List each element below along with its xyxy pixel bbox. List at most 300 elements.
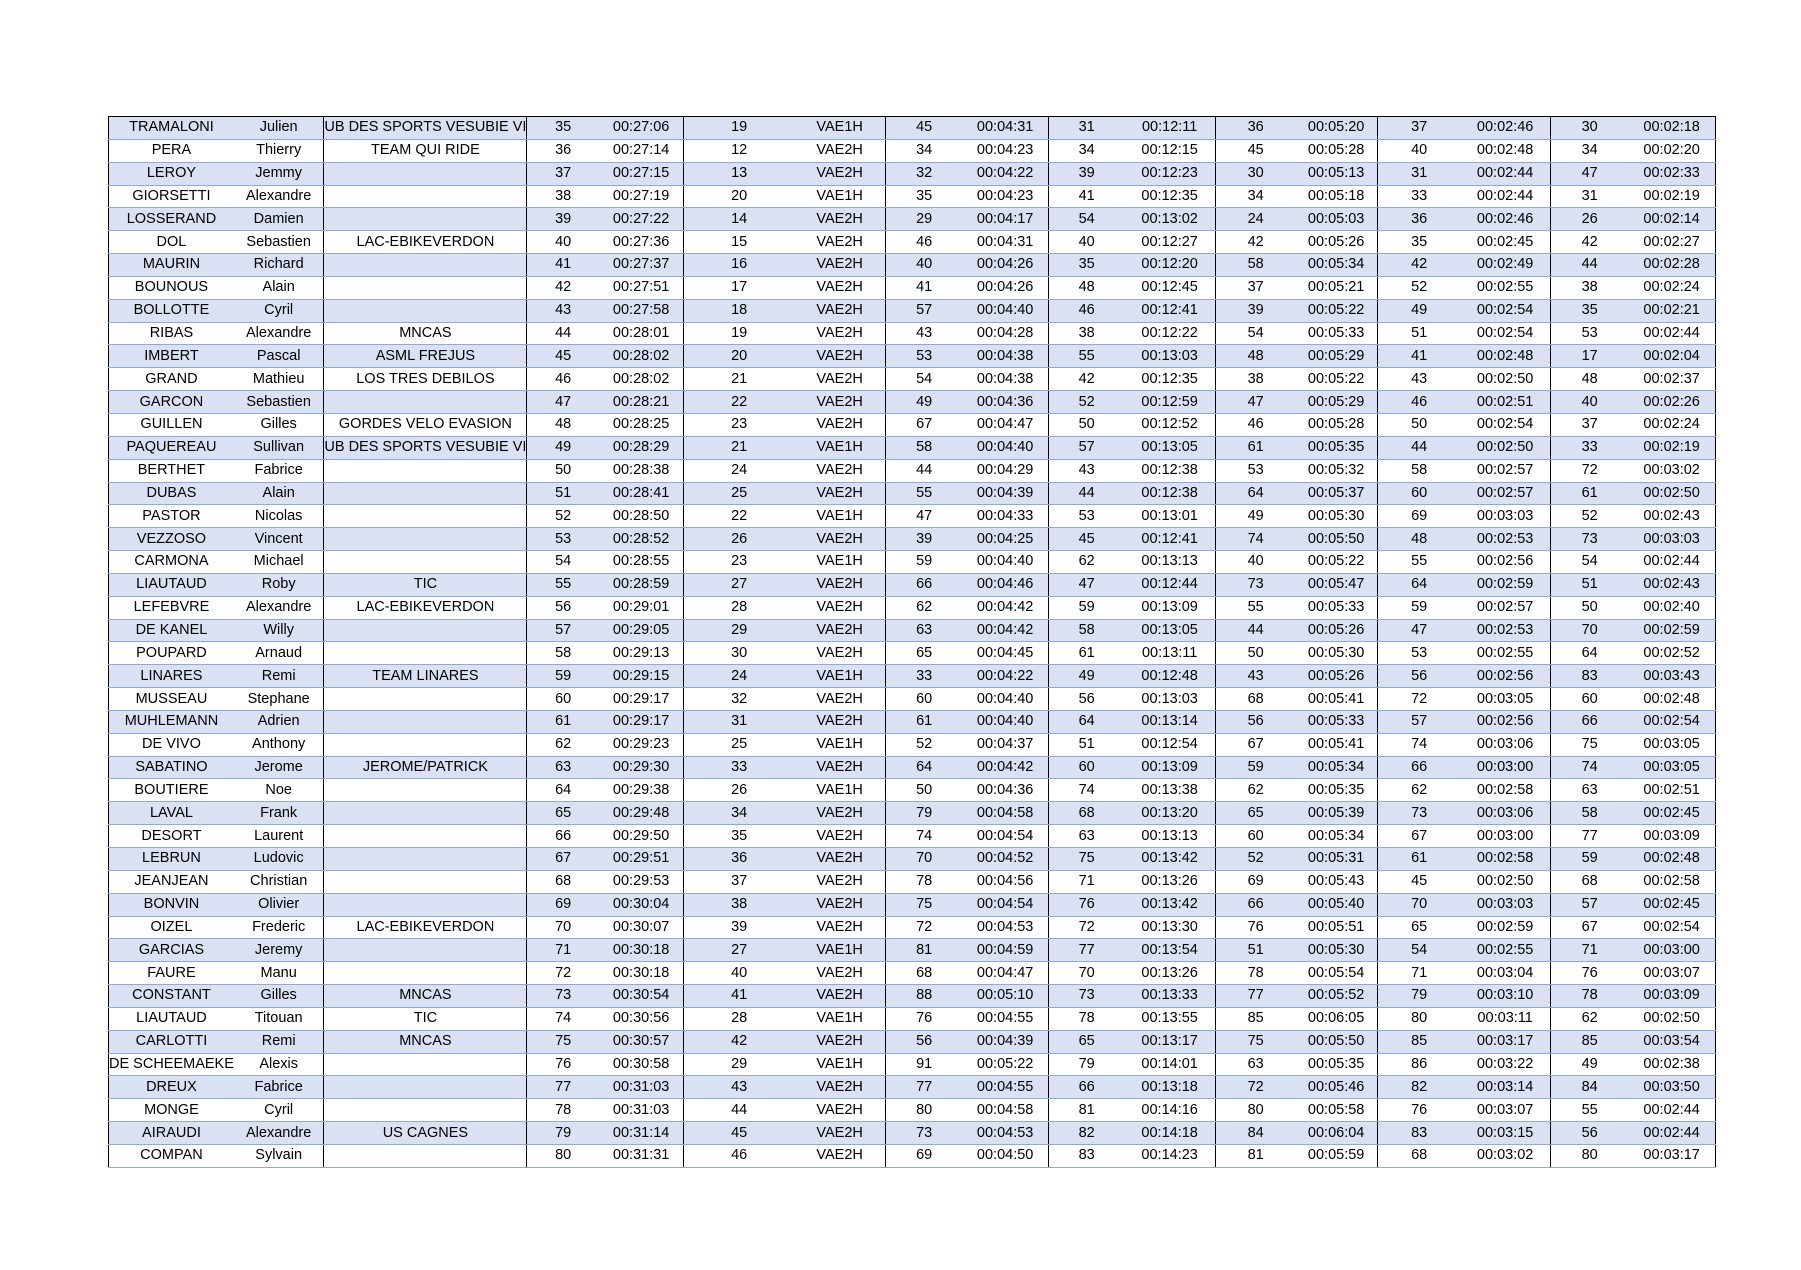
category-cell: VAE2H bbox=[794, 528, 886, 551]
first-name-cell: Jerome bbox=[234, 756, 324, 779]
club-cell bbox=[324, 1099, 527, 1122]
first-name-cell: Christian bbox=[234, 870, 324, 893]
category-cell: VAE2H bbox=[794, 573, 886, 596]
category-cell: VAE2H bbox=[794, 459, 886, 482]
last-name-cell: DE VIVO bbox=[109, 733, 234, 756]
last-name-cell: BOUTIERE bbox=[109, 779, 234, 802]
stage3-rank-cell: 80 bbox=[1216, 1099, 1295, 1122]
category-rank-cell: 33 bbox=[684, 756, 794, 779]
table-row bbox=[109, 413, 1716, 436]
stage5-time-cell: 00:02:20 bbox=[1628, 139, 1716, 162]
category-cell: VAE2H bbox=[794, 299, 886, 322]
first-name-cell: Alain bbox=[234, 482, 324, 505]
overall-time-cell: 00:31:31 bbox=[599, 1144, 684, 1167]
stage2-time-cell: 00:13:20 bbox=[1124, 802, 1216, 825]
stage5-time-cell: 00:03:07 bbox=[1628, 962, 1716, 985]
stage2-time-cell: 00:13:54 bbox=[1124, 939, 1216, 962]
stage1-time-cell: 00:04:28 bbox=[962, 322, 1049, 345]
stage2-time-cell: 00:12:11 bbox=[1124, 117, 1216, 140]
stage5-rank-cell: 73 bbox=[1551, 528, 1628, 551]
category-cell: VAE2H bbox=[794, 368, 886, 391]
stage4-rank-cell: 62 bbox=[1378, 779, 1460, 802]
stage3-time-cell: 00:05:32 bbox=[1295, 459, 1378, 482]
overall-rank-cell: 74 bbox=[527, 1007, 599, 1030]
stage4-rank-cell: 68 bbox=[1378, 1144, 1460, 1167]
last-name-cell: MUHLEMANN bbox=[109, 710, 234, 733]
stage4-rank-cell: 64 bbox=[1378, 573, 1460, 596]
table-row bbox=[109, 482, 1716, 505]
category-cell: VAE2H bbox=[794, 848, 886, 871]
stage1-time-cell: 00:04:31 bbox=[962, 117, 1049, 140]
overall-rank-cell: 56 bbox=[527, 596, 599, 619]
table-row bbox=[109, 802, 1716, 825]
stage5-rank-cell: 77 bbox=[1551, 825, 1628, 848]
stage3-time-cell: 00:05:34 bbox=[1295, 825, 1378, 848]
club-cell bbox=[324, 254, 527, 277]
results-table bbox=[108, 116, 1716, 1168]
overall-rank-cell: 41 bbox=[527, 254, 599, 277]
stage5-rank-cell: 51 bbox=[1551, 573, 1628, 596]
overall-rank-cell: 40 bbox=[527, 231, 599, 254]
stage5-rank-cell: 60 bbox=[1551, 688, 1628, 711]
stage5-rank-cell: 35 bbox=[1551, 299, 1628, 322]
overall-rank-cell: 67 bbox=[527, 848, 599, 871]
stage3-rank-cell: 68 bbox=[1216, 688, 1295, 711]
category-cell: VAE2H bbox=[794, 162, 886, 185]
stage4-time-cell: 00:02:56 bbox=[1460, 551, 1551, 574]
stage3-rank-cell: 37 bbox=[1216, 276, 1295, 299]
stage5-time-cell: 00:02:27 bbox=[1628, 231, 1716, 254]
overall-time-cell: 00:29:30 bbox=[599, 756, 684, 779]
overall-rank-cell: 60 bbox=[527, 688, 599, 711]
overall-time-cell: 00:29:01 bbox=[599, 596, 684, 619]
category-cell: VAE1H bbox=[794, 733, 886, 756]
last-name-cell: PASTOR bbox=[109, 505, 234, 528]
table-row bbox=[109, 573, 1716, 596]
last-name-cell: LIAUTAUD bbox=[109, 1007, 234, 1030]
stage2-time-cell: 00:14:01 bbox=[1124, 1053, 1216, 1076]
category-cell: VAE2H bbox=[794, 1076, 886, 1099]
stage3-time-cell: 00:05:03 bbox=[1295, 208, 1378, 231]
stage2-rank-cell: 31 bbox=[1049, 117, 1124, 140]
stage3-rank-cell: 55 bbox=[1216, 596, 1295, 619]
stage2-time-cell: 00:12:35 bbox=[1124, 368, 1216, 391]
overall-rank-cell: 43 bbox=[527, 299, 599, 322]
stage4-time-cell: 00:02:46 bbox=[1460, 117, 1551, 140]
stage3-time-cell: 00:05:46 bbox=[1295, 1076, 1378, 1099]
stage4-time-cell: 00:03:11 bbox=[1460, 1007, 1551, 1030]
stage2-rank-cell: 70 bbox=[1049, 962, 1124, 985]
stage2-time-cell: 00:13:03 bbox=[1124, 345, 1216, 368]
club-cell bbox=[324, 482, 527, 505]
stage3-rank-cell: 42 bbox=[1216, 231, 1295, 254]
stage5-rank-cell: 31 bbox=[1551, 185, 1628, 208]
overall-rank-cell: 68 bbox=[527, 870, 599, 893]
stage1-time-cell: 00:04:54 bbox=[962, 893, 1049, 916]
stage1-rank-cell: 41 bbox=[886, 276, 962, 299]
stage3-rank-cell: 51 bbox=[1216, 939, 1295, 962]
stage3-rank-cell: 38 bbox=[1216, 368, 1295, 391]
stage3-rank-cell: 72 bbox=[1216, 1076, 1295, 1099]
stage1-rank-cell: 59 bbox=[886, 551, 962, 574]
category-cell: VAE2H bbox=[794, 893, 886, 916]
stage2-rank-cell: 75 bbox=[1049, 848, 1124, 871]
first-name-cell: Alexandre bbox=[234, 185, 324, 208]
stage5-time-cell: 00:02:33 bbox=[1628, 162, 1716, 185]
stage1-time-cell: 00:04:42 bbox=[962, 596, 1049, 619]
stage2-rank-cell: 73 bbox=[1049, 985, 1124, 1008]
overall-time-cell: 00:27:37 bbox=[599, 254, 684, 277]
club-cell bbox=[324, 939, 527, 962]
overall-time-cell: 00:31:03 bbox=[599, 1076, 684, 1099]
first-name-cell: Willy bbox=[234, 619, 324, 642]
stage5-rank-cell: 50 bbox=[1551, 596, 1628, 619]
category-cell: VAE1H bbox=[794, 117, 886, 140]
category-cell: VAE2H bbox=[794, 619, 886, 642]
table-row bbox=[109, 139, 1716, 162]
stage1-time-cell: 00:04:55 bbox=[962, 1076, 1049, 1099]
table-row bbox=[109, 596, 1716, 619]
table-row bbox=[109, 1144, 1716, 1167]
club-cell bbox=[324, 893, 527, 916]
stage5-rank-cell: 54 bbox=[1551, 551, 1628, 574]
stage5-rank-cell: 85 bbox=[1551, 1030, 1628, 1053]
category-rank-cell: 27 bbox=[684, 939, 794, 962]
stage3-rank-cell: 77 bbox=[1216, 985, 1295, 1008]
overall-rank-cell: 57 bbox=[527, 619, 599, 642]
stage4-rank-cell: 65 bbox=[1378, 916, 1460, 939]
overall-time-cell: 00:27:51 bbox=[599, 276, 684, 299]
stage4-rank-cell: 56 bbox=[1378, 665, 1460, 688]
category-rank-cell: 17 bbox=[684, 276, 794, 299]
overall-rank-cell: 53 bbox=[527, 528, 599, 551]
stage1-time-cell: 00:04:38 bbox=[962, 368, 1049, 391]
stage4-rank-cell: 45 bbox=[1378, 870, 1460, 893]
overall-time-cell: 00:27:58 bbox=[599, 299, 684, 322]
overall-rank-cell: 45 bbox=[527, 345, 599, 368]
stage4-time-cell: 00:03:03 bbox=[1460, 893, 1551, 916]
overall-time-cell: 00:30:57 bbox=[599, 1030, 684, 1053]
stage2-time-cell: 00:12:20 bbox=[1124, 254, 1216, 277]
stage1-time-cell: 00:04:50 bbox=[962, 1144, 1049, 1167]
stage3-time-cell: 00:05:52 bbox=[1295, 985, 1378, 1008]
stage2-rank-cell: 51 bbox=[1049, 733, 1124, 756]
category-rank-cell: 21 bbox=[684, 436, 794, 459]
table-row bbox=[109, 1053, 1716, 1076]
stage3-rank-cell: 64 bbox=[1216, 482, 1295, 505]
stage2-rank-cell: 35 bbox=[1049, 254, 1124, 277]
last-name-cell: MONGE bbox=[109, 1099, 234, 1122]
overall-rank-cell: 42 bbox=[527, 276, 599, 299]
last-name-cell: LEFEBVRE bbox=[109, 596, 234, 619]
overall-rank-cell: 71 bbox=[527, 939, 599, 962]
first-name-cell: Alexandre bbox=[234, 322, 324, 345]
category-cell: VAE2H bbox=[794, 1144, 886, 1167]
first-name-cell: Fabrice bbox=[234, 459, 324, 482]
stage1-time-cell: 00:05:22 bbox=[962, 1053, 1049, 1076]
stage5-time-cell: 00:02:48 bbox=[1628, 848, 1716, 871]
stage3-time-cell: 00:05:35 bbox=[1295, 436, 1378, 459]
club-cell bbox=[324, 299, 527, 322]
last-name-cell: PERA bbox=[109, 139, 234, 162]
stage4-time-cell: 00:03:07 bbox=[1460, 1099, 1551, 1122]
stage2-rank-cell: 48 bbox=[1049, 276, 1124, 299]
stage3-rank-cell: 60 bbox=[1216, 825, 1295, 848]
overall-time-cell: 00:28:25 bbox=[599, 413, 684, 436]
overall-time-cell: 00:29:15 bbox=[599, 665, 684, 688]
stage2-time-cell: 00:12:52 bbox=[1124, 413, 1216, 436]
first-name-cell: Cyril bbox=[234, 299, 324, 322]
last-name-cell: SABATINO bbox=[109, 756, 234, 779]
stage2-time-cell: 00:13:13 bbox=[1124, 551, 1216, 574]
stage3-rank-cell: 67 bbox=[1216, 733, 1295, 756]
stage4-time-cell: 00:02:57 bbox=[1460, 482, 1551, 505]
overall-time-cell: 00:30:07 bbox=[599, 916, 684, 939]
first-name-cell: Alain bbox=[234, 276, 324, 299]
stage1-time-cell: 00:04:25 bbox=[962, 528, 1049, 551]
table-row bbox=[109, 117, 1716, 140]
club-cell bbox=[324, 870, 527, 893]
overall-time-cell: 00:27:22 bbox=[599, 208, 684, 231]
stage4-time-cell: 00:03:22 bbox=[1460, 1053, 1551, 1076]
club-cell bbox=[324, 208, 527, 231]
stage2-rank-cell: 65 bbox=[1049, 1030, 1124, 1053]
table-row bbox=[109, 459, 1716, 482]
last-name-cell: CONSTANT bbox=[109, 985, 234, 1008]
stage5-time-cell: 00:02:44 bbox=[1628, 1099, 1716, 1122]
stage4-rank-cell: 52 bbox=[1378, 276, 1460, 299]
stage1-time-cell: 00:04:23 bbox=[962, 185, 1049, 208]
table-row bbox=[109, 688, 1716, 711]
stage1-rank-cell: 62 bbox=[886, 596, 962, 619]
table-row bbox=[109, 1099, 1716, 1122]
stage5-time-cell: 00:02:04 bbox=[1628, 345, 1716, 368]
category-cell: VAE2H bbox=[794, 208, 886, 231]
stage5-rank-cell: 83 bbox=[1551, 665, 1628, 688]
overall-rank-cell: 55 bbox=[527, 573, 599, 596]
stage2-time-cell: 00:13:55 bbox=[1124, 1007, 1216, 1030]
category-cell: VAE1H bbox=[794, 1053, 886, 1076]
last-name-cell: BOUNOUS bbox=[109, 276, 234, 299]
category-rank-cell: 26 bbox=[684, 779, 794, 802]
category-cell: VAE2H bbox=[794, 482, 886, 505]
overall-time-cell: 00:29:05 bbox=[599, 619, 684, 642]
category-rank-cell: 40 bbox=[684, 962, 794, 985]
category-rank-cell: 23 bbox=[684, 413, 794, 436]
category-cell: VAE2H bbox=[794, 139, 886, 162]
stage5-time-cell: 00:02:44 bbox=[1628, 1122, 1716, 1145]
overall-rank-cell: 39 bbox=[527, 208, 599, 231]
stage5-time-cell: 00:03:50 bbox=[1628, 1076, 1716, 1099]
stage4-time-cell: 00:02:59 bbox=[1460, 916, 1551, 939]
stage3-rank-cell: 84 bbox=[1216, 1122, 1295, 1145]
table-row bbox=[109, 1122, 1716, 1145]
last-name-cell: LIAUTAUD bbox=[109, 573, 234, 596]
club-cell bbox=[324, 1076, 527, 1099]
stage5-time-cell: 00:02:40 bbox=[1628, 596, 1716, 619]
stage5-rank-cell: 78 bbox=[1551, 985, 1628, 1008]
stage5-rank-cell: 48 bbox=[1551, 368, 1628, 391]
stage1-rank-cell: 45 bbox=[886, 117, 962, 140]
stage2-time-cell: 00:13:17 bbox=[1124, 1030, 1216, 1053]
overall-rank-cell: 38 bbox=[527, 185, 599, 208]
stage4-rank-cell: 31 bbox=[1378, 162, 1460, 185]
stage2-time-cell: 00:12:41 bbox=[1124, 528, 1216, 551]
overall-time-cell: 00:30:18 bbox=[599, 939, 684, 962]
first-name-cell: Roby bbox=[234, 573, 324, 596]
stage5-rank-cell: 62 bbox=[1551, 1007, 1628, 1030]
stage2-time-cell: 00:12:23 bbox=[1124, 162, 1216, 185]
last-name-cell: TRAMALONI bbox=[109, 117, 234, 140]
stage3-rank-cell: 34 bbox=[1216, 185, 1295, 208]
first-name-cell: Arnaud bbox=[234, 642, 324, 665]
stage1-time-cell: 00:04:23 bbox=[962, 139, 1049, 162]
category-rank-cell: 42 bbox=[684, 1030, 794, 1053]
stage4-time-cell: 00:03:03 bbox=[1460, 505, 1551, 528]
stage1-time-cell: 00:04:55 bbox=[962, 1007, 1049, 1030]
stage4-time-cell: 00:02:50 bbox=[1460, 870, 1551, 893]
stage1-time-cell: 00:04:58 bbox=[962, 802, 1049, 825]
last-name-cell: BONVIN bbox=[109, 893, 234, 916]
overall-rank-cell: 79 bbox=[527, 1122, 599, 1145]
first-name-cell: Adrien bbox=[234, 710, 324, 733]
stage4-time-cell: 00:02:55 bbox=[1460, 276, 1551, 299]
stage5-rank-cell: 38 bbox=[1551, 276, 1628, 299]
stage5-rank-cell: 58 bbox=[1551, 802, 1628, 825]
stage2-rank-cell: 44 bbox=[1049, 482, 1124, 505]
stage3-rank-cell: 58 bbox=[1216, 254, 1295, 277]
overall-time-cell: 00:30:18 bbox=[599, 962, 684, 985]
club-cell: GORDES VELO EVASION bbox=[324, 413, 527, 436]
stage3-rank-cell: 53 bbox=[1216, 459, 1295, 482]
category-cell: VAE2H bbox=[794, 710, 886, 733]
table-row bbox=[109, 345, 1716, 368]
first-name-cell: Gilles bbox=[234, 985, 324, 1008]
overall-rank-cell: 64 bbox=[527, 779, 599, 802]
stage5-time-cell: 00:02:54 bbox=[1628, 916, 1716, 939]
stage5-time-cell: 00:02:50 bbox=[1628, 1007, 1716, 1030]
stage5-rank-cell: 66 bbox=[1551, 710, 1628, 733]
stage3-time-cell: 00:05:33 bbox=[1295, 322, 1378, 345]
stage5-rank-cell: 42 bbox=[1551, 231, 1628, 254]
stage1-rank-cell: 77 bbox=[886, 1076, 962, 1099]
overall-time-cell: 00:27:19 bbox=[599, 185, 684, 208]
category-rank-cell: 19 bbox=[684, 117, 794, 140]
category-cell: VAE2H bbox=[794, 962, 886, 985]
club-cell bbox=[324, 505, 527, 528]
category-cell: VAE2H bbox=[794, 231, 886, 254]
first-name-cell: Mathieu bbox=[234, 368, 324, 391]
overall-rank-cell: 69 bbox=[527, 893, 599, 916]
stage1-time-cell: 00:04:52 bbox=[962, 848, 1049, 871]
stage4-rank-cell: 82 bbox=[1378, 1076, 1460, 1099]
stage3-time-cell: 00:05:54 bbox=[1295, 962, 1378, 985]
stage5-time-cell: 00:02:24 bbox=[1628, 413, 1716, 436]
first-name-cell: Frederic bbox=[234, 916, 324, 939]
club-cell bbox=[324, 688, 527, 711]
stage3-time-cell: 00:05:29 bbox=[1295, 391, 1378, 414]
stage3-rank-cell: 36 bbox=[1216, 117, 1295, 140]
first-name-cell: Titouan bbox=[234, 1007, 324, 1030]
stage4-time-cell: 00:02:58 bbox=[1460, 779, 1551, 802]
overall-rank-cell: 35 bbox=[527, 117, 599, 140]
club-cell: MNCAS bbox=[324, 322, 527, 345]
stage1-time-cell: 00:04:40 bbox=[962, 688, 1049, 711]
stage4-rank-cell: 71 bbox=[1378, 962, 1460, 985]
last-name-cell: POUPARD bbox=[109, 642, 234, 665]
stage1-time-cell: 00:04:47 bbox=[962, 413, 1049, 436]
overall-rank-cell: 47 bbox=[527, 391, 599, 414]
stage5-rank-cell: 68 bbox=[1551, 870, 1628, 893]
stage3-rank-cell: 39 bbox=[1216, 299, 1295, 322]
last-name-cell: GRAND bbox=[109, 368, 234, 391]
stage2-rank-cell: 79 bbox=[1049, 1053, 1124, 1076]
stage3-rank-cell: 47 bbox=[1216, 391, 1295, 414]
stage5-rank-cell: 37 bbox=[1551, 413, 1628, 436]
table-row bbox=[109, 870, 1716, 893]
stage1-time-cell: 00:04:42 bbox=[962, 756, 1049, 779]
stage5-time-cell: 00:02:38 bbox=[1628, 1053, 1716, 1076]
first-name-cell: Alexandre bbox=[234, 1122, 324, 1145]
stage2-rank-cell: 82 bbox=[1049, 1122, 1124, 1145]
stage2-time-cell: 00:13:13 bbox=[1124, 825, 1216, 848]
category-cell: VAE2H bbox=[794, 322, 886, 345]
last-name-cell: DESORT bbox=[109, 825, 234, 848]
first-name-cell: Nicolas bbox=[234, 505, 324, 528]
stage2-time-cell: 00:12:59 bbox=[1124, 391, 1216, 414]
stage3-time-cell: 00:05:28 bbox=[1295, 413, 1378, 436]
stage1-rank-cell: 69 bbox=[886, 1144, 962, 1167]
table-row bbox=[109, 893, 1716, 916]
club-cell: US CAGNES bbox=[324, 1122, 527, 1145]
category-rank-cell: 28 bbox=[684, 596, 794, 619]
stage4-time-cell: 00:03:00 bbox=[1460, 825, 1551, 848]
stage4-rank-cell: 35 bbox=[1378, 231, 1460, 254]
overall-time-cell: 00:27:06 bbox=[599, 117, 684, 140]
table-row bbox=[109, 208, 1716, 231]
stage1-time-cell: 00:04:36 bbox=[962, 779, 1049, 802]
category-rank-cell: 43 bbox=[684, 1076, 794, 1099]
stage3-time-cell: 00:05:30 bbox=[1295, 505, 1378, 528]
category-cell: VAE1H bbox=[794, 551, 886, 574]
stage5-rank-cell: 26 bbox=[1551, 208, 1628, 231]
stage3-time-cell: 00:05:26 bbox=[1295, 231, 1378, 254]
first-name-cell: Anthony bbox=[234, 733, 324, 756]
stage3-rank-cell: 43 bbox=[1216, 665, 1295, 688]
overall-rank-cell: 58 bbox=[527, 642, 599, 665]
overall-time-cell: 00:28:59 bbox=[599, 573, 684, 596]
stage4-time-cell: 00:03:02 bbox=[1460, 1144, 1551, 1167]
stage5-time-cell: 00:02:43 bbox=[1628, 505, 1716, 528]
last-name-cell: BERTHET bbox=[109, 459, 234, 482]
stage3-time-cell: 00:05:29 bbox=[1295, 345, 1378, 368]
stage2-time-cell: 00:12:45 bbox=[1124, 276, 1216, 299]
last-name-cell: GARCIAS bbox=[109, 939, 234, 962]
stage4-time-cell: 00:03:06 bbox=[1460, 733, 1551, 756]
overall-time-cell: 00:29:53 bbox=[599, 870, 684, 893]
last-name-cell: LINARES bbox=[109, 665, 234, 688]
category-rank-cell: 29 bbox=[684, 619, 794, 642]
stage4-rank-cell: 41 bbox=[1378, 345, 1460, 368]
club-cell bbox=[324, 802, 527, 825]
last-name-cell: MUSSEAU bbox=[109, 688, 234, 711]
table-row bbox=[109, 733, 1716, 756]
stage2-rank-cell: 42 bbox=[1049, 368, 1124, 391]
stage5-rank-cell: 80 bbox=[1551, 1144, 1628, 1167]
club-cell: UB DES SPORTS VESUBIE VI bbox=[324, 436, 527, 459]
stage4-rank-cell: 55 bbox=[1378, 551, 1460, 574]
stage2-rank-cell: 56 bbox=[1049, 688, 1124, 711]
